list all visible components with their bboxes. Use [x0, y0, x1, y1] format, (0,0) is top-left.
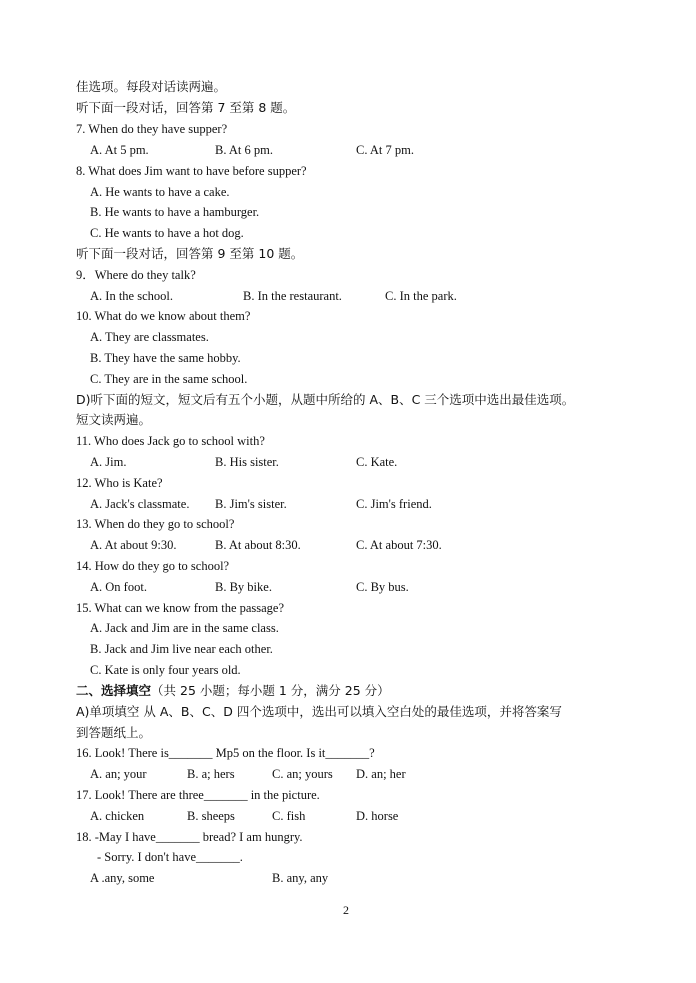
question-11-option-c: C. Kate. — [356, 455, 398, 469]
section-d-line-2: 短文读两遍。 — [76, 412, 152, 427]
question-17-option-b: B. sheeps — [187, 809, 235, 823]
question-16: 16. Look! There is_______ Mp5 on the floor. Is it_______? — [76, 746, 375, 760]
question-15: 15. What can we know from the passage? — [76, 601, 285, 615]
question-16-option-a: A. an; your — [90, 767, 147, 781]
question-15-option-b: B. Jack and Jim live near each other. — [90, 642, 273, 656]
question-10: 10. What do we know about them? — [76, 309, 251, 323]
intro-line-2: 听下面一段对话，回答第 7 至第 8 题。 — [76, 100, 296, 115]
question-13-option-c: C. At about 7:30. — [356, 538, 442, 552]
question-18-option-b: B. any, any — [272, 871, 329, 885]
question-18-line-1: 18. -May I have_______ bread? I am hungry. — [76, 830, 303, 844]
question-7-option-c: C. At 7 pm. — [356, 143, 414, 157]
part-2-heading-note: （共 25 小题；每小题 1 分，满分 25 分） — [151, 683, 390, 698]
question-8: 8. What does Jim want to have before supper? — [76, 164, 307, 178]
question-11: 11. Who does Jack go to school with? — [76, 434, 265, 448]
question-16-option-b: B. a; hers — [187, 767, 235, 781]
question-9-option-c: C. In the park. — [385, 289, 457, 303]
part-2-sub-a-line-1: A)单项填空 从 A、B、C、D 四个选项中，选出可以填入空白处的最佳选项，并将答案写 — [76, 704, 562, 719]
question-9: 9．Where do they talk? — [76, 268, 196, 282]
question-7-option-a: A. At 5 pm. — [90, 143, 149, 157]
part-2-heading: 二、选择填空 — [76, 683, 152, 698]
question-14: 14. How do they go to school? — [76, 559, 230, 573]
question-12-option-c: C. Jim's friend. — [356, 497, 432, 511]
question-17: 17. Look! There are three_______ in the picture. — [76, 788, 320, 802]
intro2-line: 听下面一段对话，回答第 9 至第 10 题。 — [76, 246, 304, 261]
question-12-option-a: A. Jack's classmate. — [90, 497, 190, 511]
question-8-option-a: A. He wants to have a cake. — [90, 185, 230, 199]
question-7-option-b: B. At 6 pm. — [215, 143, 273, 157]
question-10-option-b: B. They have the same hobby. — [90, 351, 241, 365]
question-12-option-b: B. Jim's sister. — [215, 497, 287, 511]
question-18-option-a: A .any, some — [90, 871, 155, 885]
part-2-sub-a-line-2: 到答题纸上。 — [76, 725, 152, 740]
question-13-option-a: A. At about 9:30. — [90, 538, 177, 552]
question-11-option-a: A. Jim. — [90, 455, 127, 469]
question-16-option-d: D. an; her — [356, 767, 406, 781]
question-15-option-a: A. Jack and Jim are in the same class. — [90, 621, 279, 635]
question-7: 7. When do they have supper? — [76, 122, 228, 136]
question-16-option-c: C. an; yours — [272, 767, 333, 781]
question-11-option-b: B. His sister. — [215, 455, 279, 469]
question-9-option-b: B. In the restaurant. — [243, 289, 342, 303]
page-number: 2 — [343, 903, 349, 917]
question-17-option-c: C. fish — [272, 809, 306, 823]
question-15-option-c: C. Kate is only four years old. — [90, 663, 241, 677]
question-14-option-a: A. On foot. — [90, 580, 147, 594]
section-d-line-1: D)听下面的短文，短文后有五个小题，从题中所给的 A、B、C 三个选项中选出最佳选项。 — [76, 392, 575, 407]
question-12: 12. Who is Kate? — [76, 476, 163, 490]
question-13-option-b: B. At about 8:30. — [215, 538, 301, 552]
question-14-option-b: B. By bike. — [215, 580, 272, 594]
question-8-option-b: B. He wants to have a hamburger. — [90, 205, 260, 219]
question-18-line-2: - Sorry. I don't have_______. — [97, 850, 243, 864]
question-10-option-a: A. They are classmates. — [90, 330, 209, 344]
question-10-option-c: C. They are in the same school. — [90, 372, 248, 386]
intro-line-1: 佳选项。每段对话读两遍。 — [76, 79, 227, 94]
part-2-heading-line — [76, 683, 390, 699]
question-9-option-a: A. In the school. — [90, 289, 173, 303]
question-13: 13. When do they go to school? — [76, 517, 235, 531]
question-17-option-d: D. horse — [356, 809, 399, 823]
question-8-option-c: C. He wants to have a hot dog. — [90, 226, 244, 240]
question-17-option-a: A. chicken — [90, 809, 145, 823]
question-14-option-c: C. By bus. — [356, 580, 409, 594]
